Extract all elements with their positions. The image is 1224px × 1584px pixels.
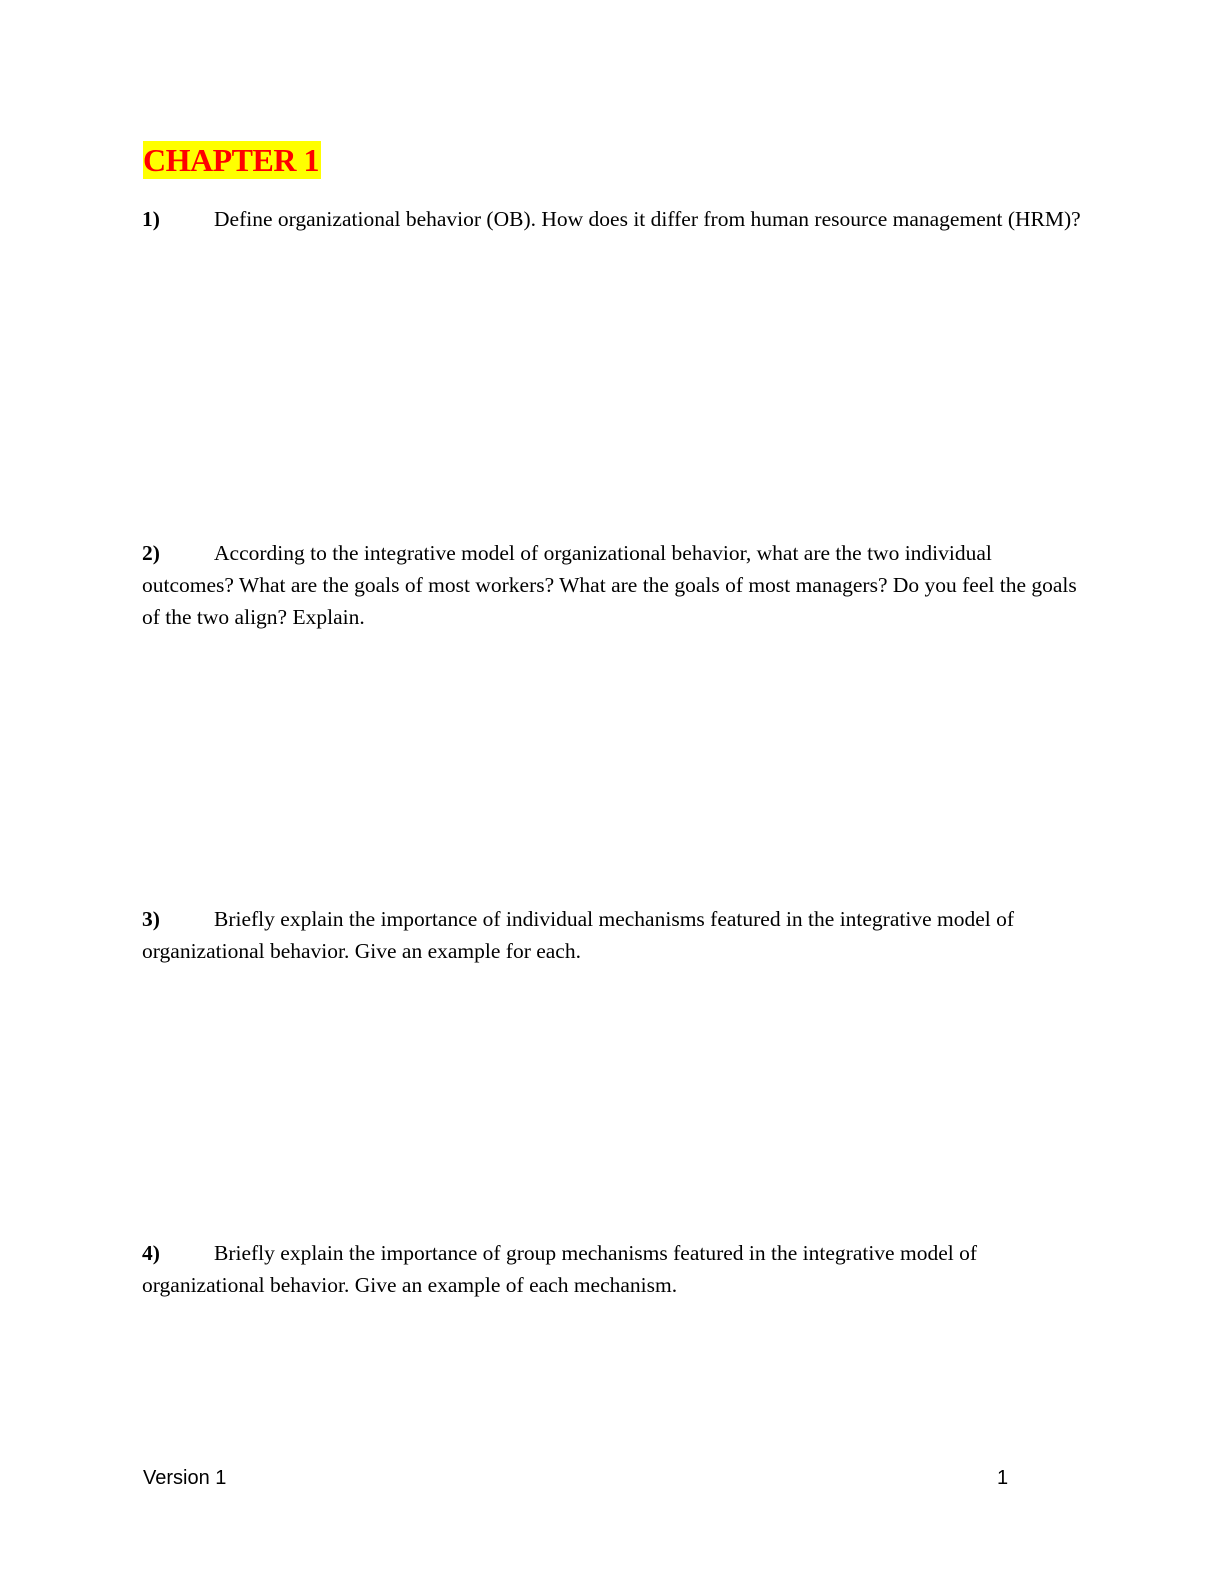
question-number: 3) xyxy=(142,907,160,931)
chapter-title: CHAPTER 1 xyxy=(143,142,319,178)
question-number: 1) xyxy=(142,207,160,231)
question-number: 2) xyxy=(142,541,160,565)
question-3 xyxy=(142,903,1082,967)
footer-page-number: 1 xyxy=(997,1467,1009,1489)
question-2 xyxy=(142,537,1082,633)
question-text: Briefly explain the importance of group mechanisms featured in the integrative model of organizational behavior. Give an example of each mechanism. xyxy=(142,1241,977,1297)
footer-version: Version 1 xyxy=(143,1467,227,1489)
question-number: 4) xyxy=(142,1241,160,1265)
question-4 xyxy=(142,1237,1082,1301)
question-1 xyxy=(142,203,1082,235)
question-text: According to the integrative model of organizational behavior, what are the two individual outcomes? What are the goals of most workers? What are the goals of most managers? Do you feel the goals of the two align? Explain. xyxy=(142,541,1077,629)
question-text: Briefly explain the importance of individual mechanisms featured in the integrative model of organizational behavior. Give an example for each. xyxy=(142,907,1015,963)
question-text: Define organizational behavior (OB). How does it differ from human resource management (HRM)? xyxy=(214,207,1081,231)
